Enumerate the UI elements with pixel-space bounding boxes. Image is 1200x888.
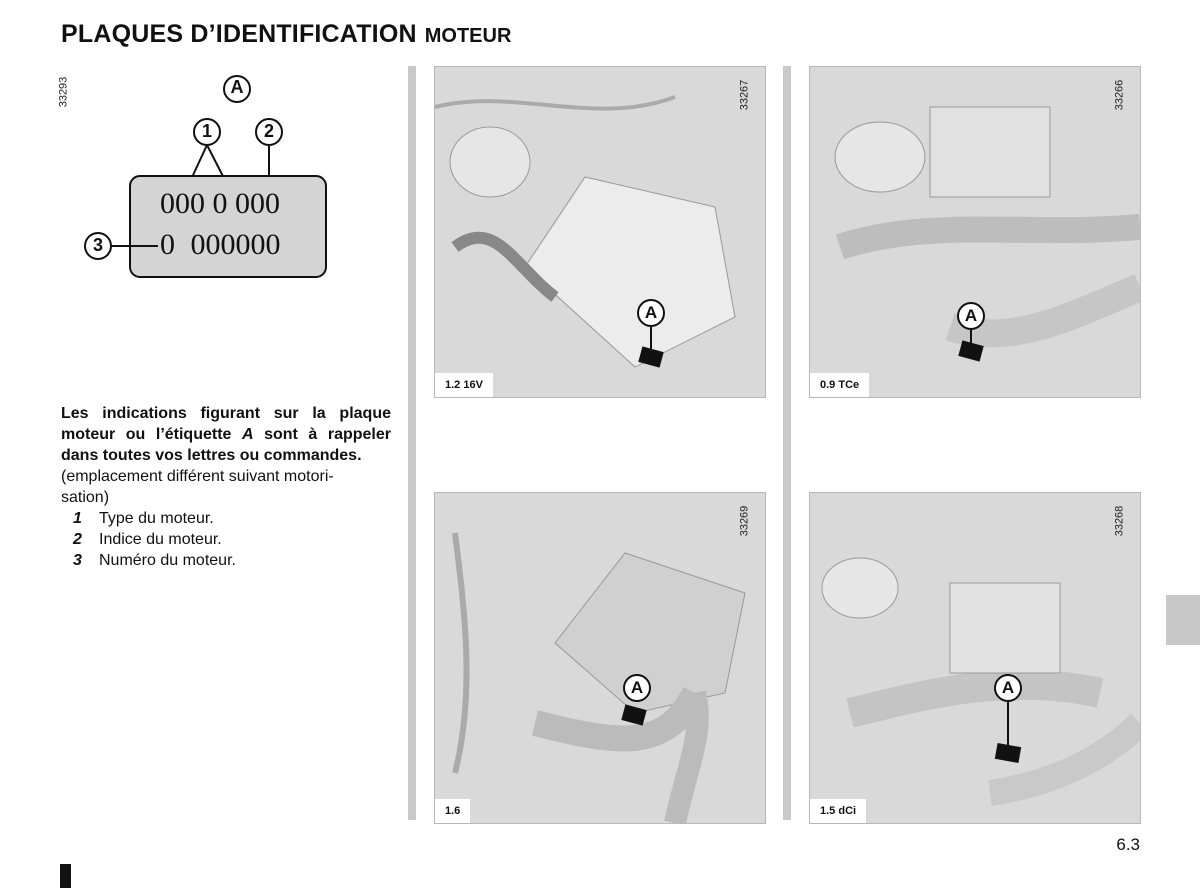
photo-2-caption: 0.9 TCe <box>810 373 869 397</box>
normal-line-2: sation) <box>61 489 110 506</box>
engine-illustration <box>810 67 1140 397</box>
page-title-main: PLAQUES D’IDENTIFICATION <box>61 20 417 48</box>
callout-1-label: 1 <box>201 121 212 141</box>
engine-photo-0-9-tce <box>809 66 1141 398</box>
engine-illustration <box>435 493 765 823</box>
callout-a-label: A <box>230 77 244 97</box>
column-divider-center <box>783 66 791 820</box>
instructions-text <box>61 403 391 571</box>
page-title <box>61 20 511 49</box>
photo-3-caption: 1.6 <box>435 799 470 823</box>
list-item: 3 Numéro du moteur. <box>73 552 236 569</box>
column-divider-left <box>408 66 416 820</box>
photo-1-caption: 1.2 16V <box>435 373 493 397</box>
plate-line-1: 000 0 000 <box>160 187 280 220</box>
plate-drawing <box>60 68 400 298</box>
engine-photo-1-2-16v <box>434 66 766 398</box>
page-edge-mark <box>60 864 71 888</box>
bold-paragraph: Les indications figurant sur la plaque moteur ou l’étiquette A sont à rappeler dans toutes vos lettres ou commandes. <box>61 405 391 464</box>
photo-4-caption: 1.5 dCi <box>810 799 866 823</box>
photo-1-label-a: A <box>644 303 658 322</box>
engine-info-list <box>61 508 391 571</box>
engine-illustration <box>435 67 765 397</box>
photo-4-label-a: A <box>1001 678 1015 697</box>
page-number: 6.3 <box>1116 835 1140 854</box>
photo-1-reference: 33267 <box>738 79 751 111</box>
normal-line-1: (emplacement différent suivant motori- <box>61 468 334 485</box>
list-item: 1 Type du moteur. <box>73 510 214 527</box>
engine-plate-diagram <box>57 68 400 298</box>
chapter-tab <box>1166 595 1200 645</box>
photo-2-reference: 33266 <box>1113 79 1126 111</box>
engine-photo-1-6 <box>434 492 766 824</box>
diagram-reference: 33293 <box>57 76 70 108</box>
plate-line-2: 0 000000 <box>160 228 281 261</box>
callout-3-label: 3 <box>92 235 103 255</box>
photo-3-label-a: A <box>630 678 644 697</box>
photo-2-label-a: A <box>964 306 978 325</box>
engine-photo-1-5-dci <box>809 492 1141 824</box>
list-item: 2 Indice du moteur. <box>73 531 222 548</box>
page-title-sub: MOTEUR <box>424 25 512 47</box>
photo-3-reference: 33269 <box>738 505 751 537</box>
engine-illustration <box>810 493 1140 823</box>
callout-2-label: 2 <box>263 121 274 141</box>
photo-4-reference: 33268 <box>1113 505 1126 537</box>
